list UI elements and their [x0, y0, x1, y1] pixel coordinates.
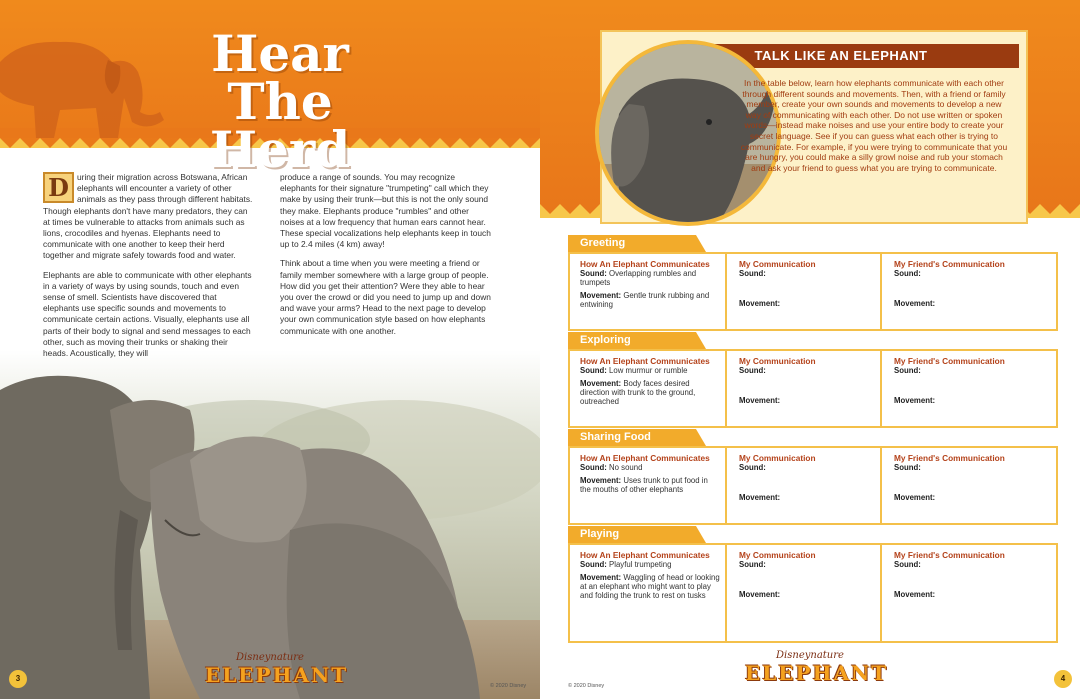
movement-label: Movement:	[894, 299, 936, 308]
sound-label: Sound:	[580, 560, 607, 569]
movement-label: Movement:	[894, 396, 936, 405]
friend-communication-cell	[880, 545, 1054, 641]
my-comm-header: My Communication	[739, 356, 816, 366]
elephants-photo	[0, 350, 540, 699]
my-communication-cell	[725, 351, 889, 426]
page-title	[150, 24, 410, 179]
right-page	[540, 0, 1080, 699]
movement-value: Waggling of head or looking at an elephant who might want to play and folding the trunk to rest on tusks	[580, 573, 720, 600]
page-number-left: 3	[9, 670, 27, 688]
elephant-header: How An Elephant Communicates	[580, 356, 710, 366]
friend-communication-cell	[880, 448, 1054, 523]
logo-right	[745, 650, 889, 685]
comm-row-playing	[568, 526, 1058, 620]
page-number-right: 4	[1054, 670, 1072, 688]
comm-row-sharing-food	[568, 429, 1058, 523]
title-line-1: Hear The	[211, 24, 349, 131]
friend-comm-header: My Friend's Communication	[894, 259, 1005, 269]
logo-word-text: ELEPHANT	[205, 663, 349, 687]
movement-value: Uses trunk to put food in the mouths of other elephants	[580, 476, 708, 494]
friend-communication-cell	[880, 254, 1054, 329]
row-tab-label: Exploring	[580, 334, 631, 346]
movement-label: Movement:	[580, 573, 622, 582]
sound-value: No sound	[609, 463, 643, 472]
movement-label: Movement:	[739, 590, 781, 599]
sound-value: Overlapping rumbles and trumpets	[580, 269, 697, 287]
movement-label: Movement:	[739, 396, 781, 405]
sound-label: Sound:	[894, 463, 921, 472]
movement-label: Movement:	[580, 379, 622, 388]
paragraph-1	[43, 172, 255, 262]
my-comm-header: My Communication	[739, 550, 816, 560]
sound-label: Sound:	[894, 269, 921, 278]
movement-label: Movement:	[739, 493, 781, 502]
elephant-cell	[580, 357, 720, 432]
sound-label: Sound:	[739, 366, 766, 375]
my-comm-header: My Communication	[739, 453, 816, 463]
movement-label: Movement:	[580, 476, 622, 485]
copyright-right: © 2020 Disney	[568, 683, 605, 689]
movement-label: Movement:	[894, 590, 936, 599]
elephant-cell	[580, 454, 720, 529]
row-box	[568, 446, 1058, 525]
logo-left	[205, 652, 349, 687]
dropcap: D	[43, 172, 74, 203]
elephant-cell	[580, 551, 720, 626]
elephant-header: How An Elephant Communicates	[580, 259, 710, 269]
logo-word-text: ELEPHANT	[745, 661, 889, 685]
sound-label: Sound:	[894, 366, 921, 375]
row-tab	[568, 429, 706, 446]
movement-value: Gentle trunk rubbing and entwining	[580, 291, 710, 309]
sound-label: Sound:	[580, 366, 607, 375]
article-column-2	[280, 172, 492, 345]
row-tab-label: Sharing Food	[580, 431, 651, 443]
comm-row-greeting	[568, 235, 1058, 329]
sound-label: Sound:	[739, 269, 766, 278]
panel-title: TALK LIKE AN ELEPHANT	[663, 44, 1019, 68]
elephant-header: How An Elephant Communicates	[580, 453, 710, 463]
sound-label: Sound:	[739, 560, 766, 569]
row-box	[568, 252, 1058, 331]
row-tab-label: Playing	[580, 528, 620, 540]
logo-brand-text: Disneynature	[236, 652, 304, 663]
my-comm-header: My Communication	[739, 259, 816, 269]
sound-value: Playful trumpeting	[609, 560, 672, 569]
paragraph-4: Think about a time when you were meeting a friend or family member somewhere with a large group of people. How did you get their attention? Were they able to hear you over the crowd or did you need to jump up and down and wave your arms? Head to the next page to develop your own communication style based on how elephants communicate with one another.	[280, 258, 491, 336]
row-tab-label: Greeting	[580, 237, 626, 249]
friend-comm-header: My Friend's Communication	[894, 550, 1005, 560]
my-communication-cell	[725, 448, 889, 523]
movement-label: Movement:	[739, 299, 781, 308]
row-box	[568, 543, 1058, 643]
sound-label: Sound:	[580, 463, 607, 472]
comm-row-exploring	[568, 332, 1058, 426]
row-box	[568, 349, 1058, 428]
friend-comm-header: My Friend's Communication	[894, 453, 1005, 463]
row-tab	[568, 332, 706, 349]
elephant-cell	[580, 260, 720, 335]
elephant-silhouette-icon	[0, 22, 170, 140]
sound-value: Low murmur or rumble	[609, 366, 688, 375]
elephant-header: How An Elephant Communicates	[580, 550, 710, 560]
sound-label: Sound:	[739, 463, 766, 472]
my-communication-cell	[725, 254, 889, 329]
title-line-2: Herd	[209, 120, 351, 179]
row-tab	[568, 235, 706, 252]
friend-communication-cell	[880, 351, 1054, 426]
copyright-left: © 2020 Disney	[490, 683, 527, 689]
sound-label: Sound:	[580, 269, 607, 278]
row-tab	[568, 526, 706, 543]
movement-label: Movement:	[580, 291, 622, 300]
paragraph-2: Elephants are able to communicate with other elephants in a variety of ways by using sounds, touch and even sense of smell. Scientists have discovered that elephants use specific sounds and movements to communicate certain actions. Visually, elephants use all parts of their body to signal and send messages to each other, such as moving their trunks or shaking their heads. Acoustically, they will	[43, 269, 252, 359]
logo-brand-text: Disneynature	[776, 650, 844, 661]
friend-comm-header: My Friend's Communication	[894, 356, 1005, 366]
movement-value: Body faces desired direction with trunk to the ground, outreached	[580, 379, 696, 406]
paragraph-1-text: uring their migration across Botswana, African elephants will encounter a variety of other animals as they pass through different habitats. Though elephants don't have many predators, they can at times be vulnerable to attacks from animals such as lions, crocodiles and hyenas. Elephants need to communicate with one another to keep their herd together and migrate safely towards food and water.	[43, 172, 253, 261]
article-column-1	[43, 172, 255, 367]
paragraph-3: produce a range of sounds. You may recognize elephants for their signature "trumpeting" call which they make by using their trunk—but this is not the only sound they make. Elephants produce "rumbles" and other noises at a low frequency that human ears cannot hear. These special vocalizations help elephants keep in touch up to 2.4 miles (4 km) away!	[280, 172, 491, 250]
movement-label: Movement:	[894, 493, 936, 502]
intro-text: In the table below, learn how elephants communicate with each other through different sounds and movements. Then, with a friend or family member, create your own sounds and movements to develop a new way of communicating with each other. Do not use written or spoken words—instead make noises and use your entire body to create your secret language. See if you can guess what each other is trying to communicate. For example, if you were trying to communicate that you are hungry, you could make a silly growl noise and rub your stomach and ask your friend to guess what you are trying to communicate.	[740, 78, 1008, 173]
sound-label: Sound:	[894, 560, 921, 569]
my-communication-cell	[725, 545, 889, 641]
